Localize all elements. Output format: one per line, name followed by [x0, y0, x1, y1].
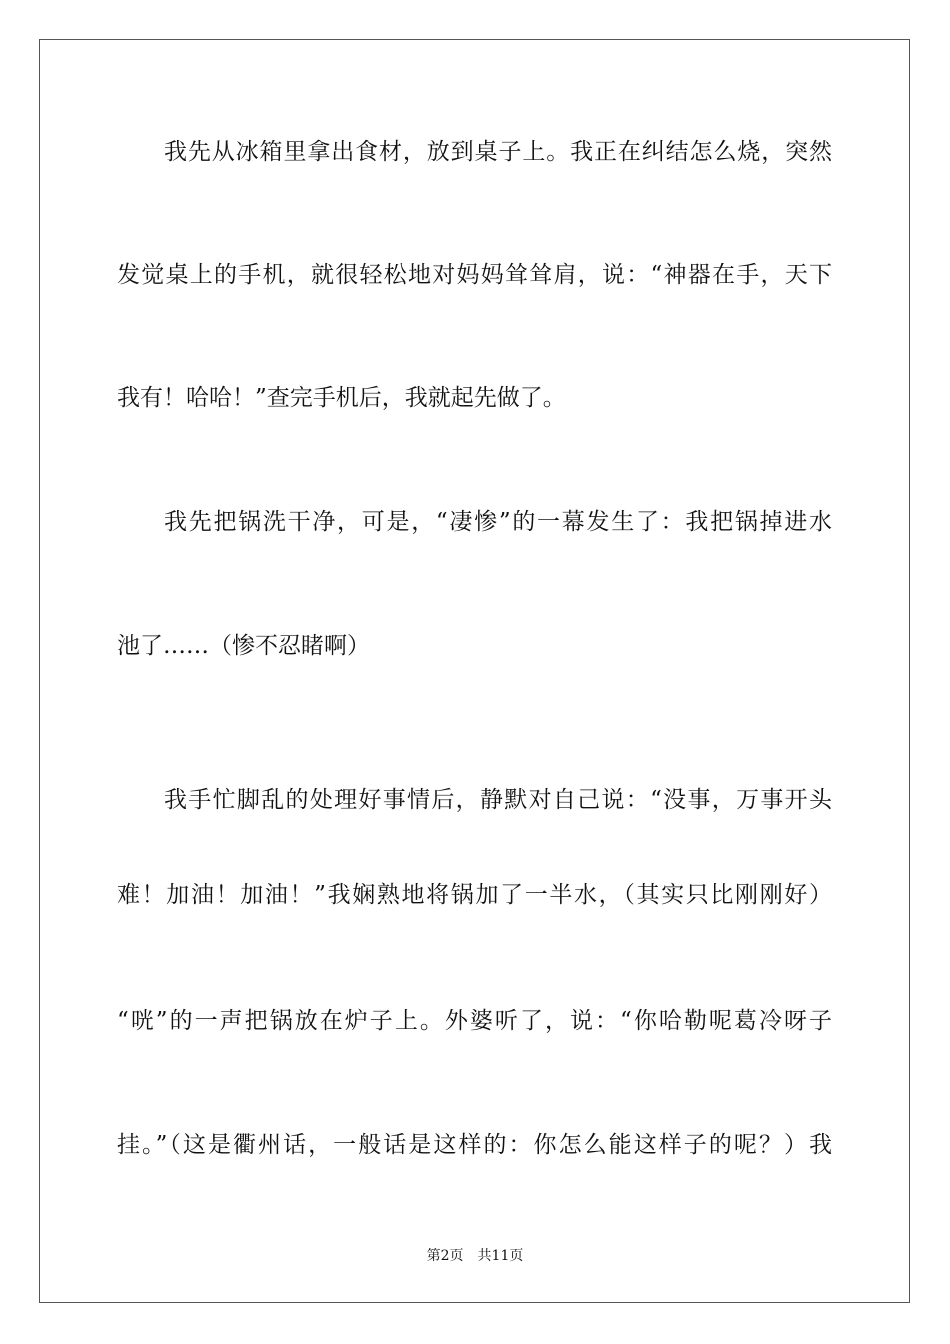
paragraph-line-1: 我先从冰箱里拿出食材，放到桌子上。我正在纠结怎么烧，突然 [164, 139, 832, 165]
paragraph-line-7: 难！加油！加油！”我娴熟地将锅加了一半水，（其实只比刚刚好） [117, 882, 832, 908]
paragraph-line-9: 挂。”（这是衢州话，一般话是这样的：你怎么能这样子的呢？）我 [117, 1132, 832, 1158]
page-footer [0, 1246, 950, 1266]
paragraph-line-5: 池了……（惨不忍睹啊） [117, 633, 370, 659]
page-number: 第2页 [426, 1248, 464, 1264]
paragraph-line-4: 我先把锅洗干净，可是，“凄惨”的一幕发生了：我把锅掉进水 [164, 509, 832, 535]
page-total: 共11页 [477, 1248, 524, 1264]
paragraph-line-8: “咣”的一声把锅放在炉子上。外婆听了，说：“你哈勒呢葛冷呀子 [117, 1008, 832, 1034]
paragraph-line-6: 我手忙脚乱的处理好事情后，静默对自己说：“没事，万事开头 [164, 787, 832, 813]
page-border [39, 39, 910, 1303]
paragraph-line-3: 我有！哈哈！”查完手机后，我就起先做了。 [117, 385, 566, 411]
paragraph-line-2: 发觉桌上的手机，就很轻松地对妈妈耸耸肩，说：“神器在手，天下 [117, 262, 832, 288]
